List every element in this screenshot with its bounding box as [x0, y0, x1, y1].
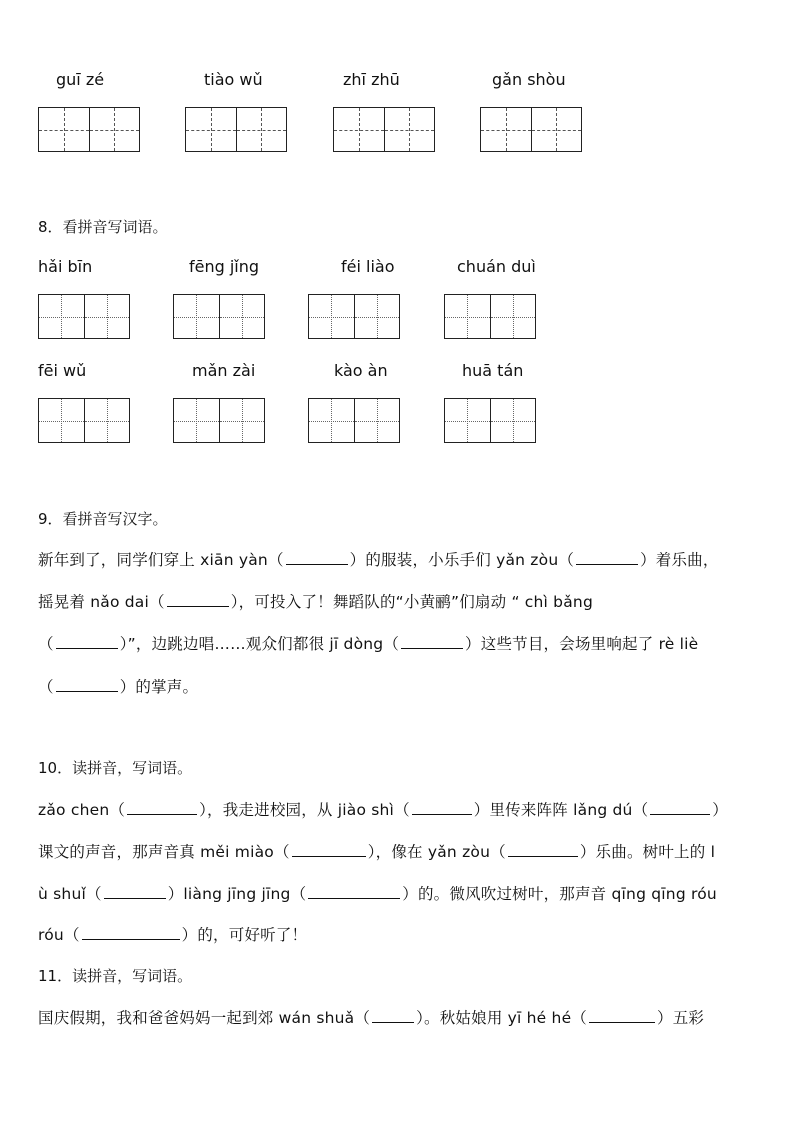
writing-grid[interactable]	[444, 294, 536, 339]
answer-blank[interactable]	[576, 551, 638, 565]
pinyin-label: huā tán	[462, 361, 524, 380]
pinyin-label: tiào wǔ	[204, 70, 263, 89]
writing-grid[interactable]	[333, 107, 435, 152]
pinyin-label: zhī zhū	[343, 70, 400, 89]
pinyin-label: guī zé	[56, 70, 105, 89]
answer-blank[interactable]	[401, 635, 463, 649]
text-line: （ ）的掌声。	[38, 678, 199, 696]
writing-grid[interactable]	[308, 294, 400, 339]
text-line: 新年到了，同学们穿上 xiān yàn（ ）的服装，小乐手们 yǎn zòu（ ）着乐曲，	[38, 551, 719, 569]
answer-blank[interactable]	[82, 926, 180, 940]
writing-grid[interactable]	[38, 398, 130, 443]
pinyin-label: féi liào	[341, 257, 395, 276]
answer-blank[interactable]	[508, 843, 578, 857]
question-title: 10．读拼音，写词语。	[38, 759, 193, 777]
answer-blank[interactable]	[286, 551, 348, 565]
answer-blank[interactable]	[104, 885, 166, 899]
text-line: ù shuǐ（ ）liàng jīng jīng（ ）的。微风吹过树叶，那声音 qīng qīng róu	[38, 885, 717, 903]
writing-grid[interactable]	[480, 107, 582, 152]
writing-grid[interactable]	[38, 294, 130, 339]
text-line: zǎo chen（ ），我走进校园，从 jiào shì（ ）里传来阵阵 lǎng dú（ ）	[38, 801, 728, 819]
text-line: 课文的声音，那声音真 měi miào（ ），像在 yǎn zòu（ ）乐曲。树叶上的 l	[38, 843, 716, 861]
pinyin-label: mǎn zài	[192, 361, 256, 380]
question-title: 11．读拼音，写词语。	[38, 967, 193, 985]
answer-blank[interactable]	[589, 1009, 655, 1023]
question-title: 9．看拼音写汉字。	[38, 510, 168, 528]
answer-blank[interactable]	[308, 885, 400, 899]
answer-blank[interactable]	[650, 801, 710, 815]
pinyin-label: gǎn shòu	[492, 70, 566, 89]
pinyin-label: kào àn	[334, 361, 388, 380]
pinyin-label: fēi wǔ	[38, 361, 87, 380]
text-line: （ ）”，边跳边唱……观众们都很 jī dòng（ ）这些节目，会场里响起了 rè liè	[38, 635, 699, 653]
answer-blank[interactable]	[56, 678, 118, 692]
pinyin-label: hǎi bīn	[38, 257, 93, 276]
text-line: róu（ ）的，可好听了！	[38, 926, 308, 944]
answer-blank[interactable]	[127, 801, 197, 815]
answer-blank[interactable]	[372, 1009, 414, 1023]
writing-grid[interactable]	[185, 107, 287, 152]
writing-grid[interactable]	[173, 294, 265, 339]
writing-grid[interactable]	[38, 107, 140, 152]
writing-grid[interactable]	[444, 398, 536, 443]
answer-blank[interactable]	[292, 843, 366, 857]
pinyin-label: fēng jǐng	[189, 257, 260, 276]
answer-blank[interactable]	[56, 635, 118, 649]
text-line: 摇晃着 nǎo dai（ ），可投入了！舞蹈队的“小黄鹂”们扇动 “ chì bǎng	[38, 593, 593, 611]
question-title: 8．看拼音写词语。	[38, 218, 168, 236]
writing-grid[interactable]	[173, 398, 265, 443]
answer-blank[interactable]	[167, 593, 229, 607]
pinyin-label: chuán duì	[457, 257, 536, 276]
writing-grid[interactable]	[308, 398, 400, 443]
answer-blank[interactable]	[412, 801, 472, 815]
text-line: 国庆假期，我和爸爸妈妈一起到郊 wán shuǎ（ ）。秋姑娘用 yī hé hé（ ）五彩	[38, 1009, 705, 1027]
